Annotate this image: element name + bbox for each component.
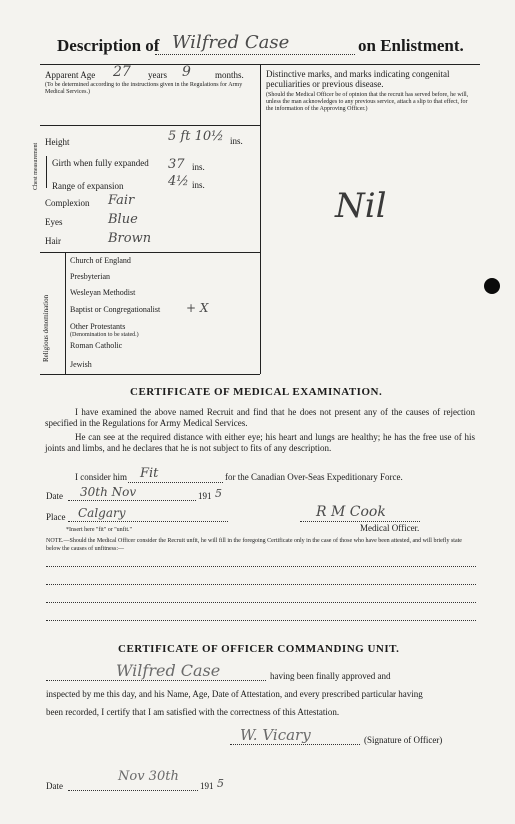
commanding-date-value: Nov 30th [118, 769, 179, 784]
religion-mark: + X [186, 301, 209, 315]
commanding-line-1: having been finally approved and [270, 671, 391, 681]
religion-side-label: Religious denomination [42, 294, 50, 362]
medical-para-1: I have examined the above named Recruit and find that he does not present any of the causes of rejection specified in the Regulations for Army Medical Services. [45, 407, 475, 428]
place-value: Calgary [78, 506, 126, 520]
girth-unit: ins. [192, 162, 205, 172]
age-months-value: 9 [182, 64, 191, 80]
religion-item: Church of England [70, 256, 131, 265]
medical-para-2: He can see at the required distance with either eye; his heart and lungs are healthy; he has the free use of his joints and limbs, and he declares that he is not subject to fits of any description. [45, 432, 475, 453]
place-label: Place [46, 512, 66, 522]
signature-label: (Signature of Officer) [364, 735, 443, 745]
months-label: months. [215, 70, 244, 80]
medical-officer-signature: R M Cook [316, 504, 386, 520]
hair-label: Hair [45, 236, 61, 246]
commanding-signature: W. Vicary [240, 726, 311, 744]
religion-item: Presbyterian [70, 272, 110, 281]
girth-value: 37 [168, 157, 185, 172]
fitness-value: Fit [140, 466, 159, 481]
religion-item: Wesleyan Methodist [70, 288, 136, 297]
age-note: (To be determined according to the instructions given in the Regulations for Army Medical Services.) [45, 82, 243, 95]
medical-note: NOTE.—Should the Medical Officer consider the Recruit unfit, he will fill in the foregoing Certificate only in the case of those who have been attested, and will briefly state below the causes of unfitness:— [46, 538, 462, 552]
commanding-year-value: 5 [217, 777, 224, 790]
page-title [57, 36, 159, 56]
range-label: Range of expansion [52, 181, 124, 191]
years-label: years [148, 70, 167, 80]
age-years-value: 27 [113, 64, 131, 80]
commanding-year-prefix: 191 [200, 781, 214, 791]
distinctive-note: (Should the Medical Officer be of opinion that the recruit has served before, he will, unless the man acknowledges to any previous service, attach a slip to that effect, for the information of the Approving Officer.) [266, 92, 469, 112]
medical-officer-label: Medical Officer. [360, 523, 420, 533]
commanding-heading: CERTIFICATE OF OFFICER COMMANDING UNIT. [118, 643, 400, 655]
commanding-name-value: Wilfred Case [116, 661, 221, 680]
religion-note: (Denomination to be stated.) [70, 332, 139, 338]
religion-item: Baptist or Congregationalist [70, 305, 161, 314]
commanding-line-3: been recorded, I certify that I am satisfied with the correctness of this Attestation. [46, 707, 340, 717]
range-value: 4½ [168, 174, 189, 189]
insert-note: *Insert here "fit" or "unfit." [66, 527, 132, 533]
punch-hole [484, 278, 500, 294]
commanding-line-2: inspected by me this day, and his Name, Age, Date of Attestation, and every prescribed particular having [46, 689, 423, 699]
medical-year-prefix: 191 [198, 491, 212, 501]
height-value: 5 ft 10½ [168, 129, 224, 144]
girth-label: Girth when fully expanded [52, 158, 149, 168]
religion-item: Roman Catholic [70, 341, 123, 350]
medical-heading: CERTIFICATE OF MEDICAL EXAMINATION. [130, 386, 383, 398]
eyes-label: Eyes [45, 217, 63, 227]
complexion-value: Fair [108, 193, 135, 208]
commanding-date-label: Date [46, 781, 63, 791]
chest-side-label: Chest measurement [33, 142, 39, 190]
medical-date-label: Date [46, 491, 63, 501]
height-unit: ins. [230, 136, 243, 146]
apparent-age-label: Apparent Age [45, 70, 96, 80]
distinctive-value: Nil [335, 186, 387, 226]
complexion-label: Complexion [45, 198, 90, 208]
hair-value: Brown [108, 231, 152, 246]
distinctive-label: Distinctive marks, and marks indicating congenital peculiarities or previous disease. [266, 69, 450, 89]
religion-item: Other Protestants [70, 322, 126, 331]
title-suffix: on Enlistment. [358, 36, 464, 55]
consider-suffix: for the Canadian Over-Seas Expeditionary Force. [225, 472, 403, 482]
medical-date-value: 30th Nov [80, 485, 137, 499]
title-prefix: Description of [57, 36, 160, 55]
height-label: Height [45, 137, 70, 147]
eyes-value: Blue [108, 212, 138, 227]
medical-year-value: 5 [215, 487, 222, 500]
religion-item: Jewish [70, 360, 92, 369]
recruit-name: Wilfred Case [172, 32, 290, 53]
range-unit: ins. [192, 180, 205, 190]
consider-prefix: I consider him [75, 472, 127, 482]
